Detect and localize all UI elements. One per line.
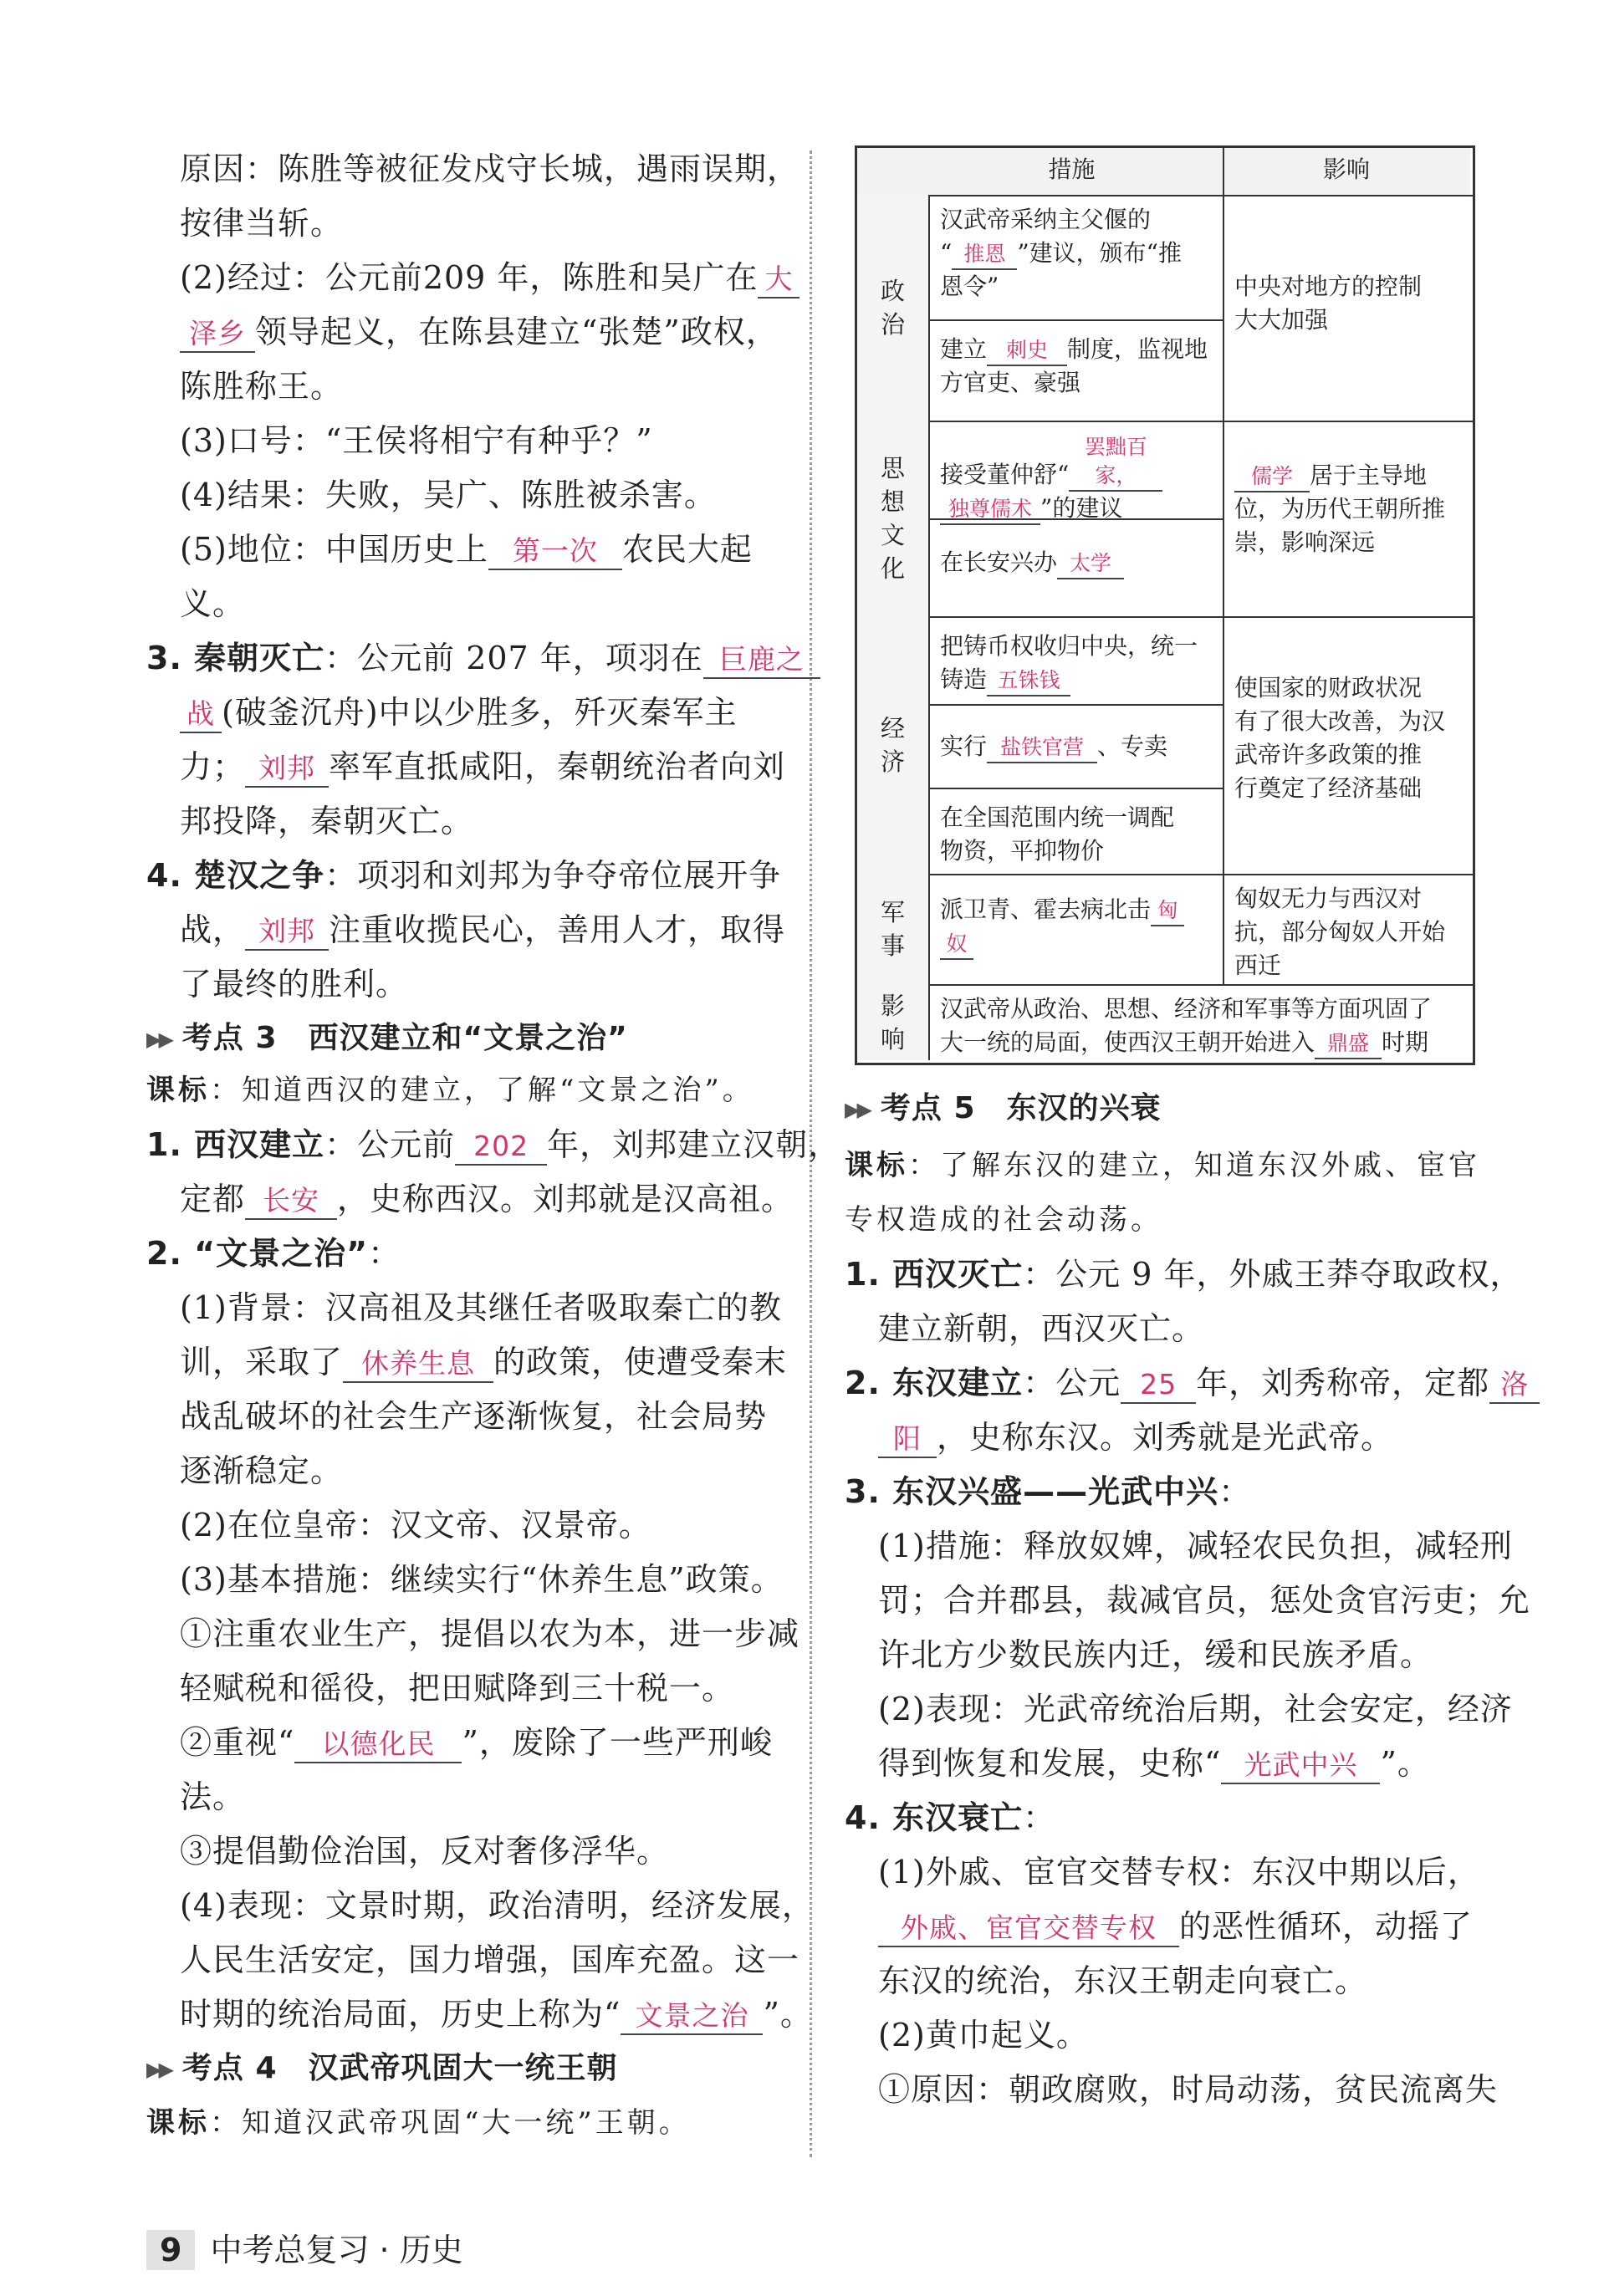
measure-salt-iron: 实行 盐铁官营 、专卖	[928, 725, 1223, 783]
answer-blank: 202	[455, 1129, 547, 1166]
text-line: (1)背景：汉高祖及其继任者吸取秦亡的教	[180, 1289, 782, 1326]
point-label: 3. 秦朝灭亡	[146, 640, 325, 676]
table-header-effects: 影响	[1223, 148, 1470, 195]
answer-blank: 休养生息	[343, 1346, 493, 1383]
text-line: 时期的统治局面，历史上称为“ 文景之治 ”。	[180, 1994, 813, 2035]
text-line: 4. 楚汉之争：项羽和刘邦为争夺帝位展开争	[146, 857, 782, 894]
double-arrow-icon: ▶▶	[146, 1028, 171, 1051]
answer-blank: 以德化民	[294, 1727, 462, 1763]
text-line: (2)在位皇帝：汉文帝、汉景帝。	[180, 1507, 651, 1543]
text-line: 1. 西汉灭亡：公元 9 年，外戚王莽夺取政权，	[845, 1256, 1523, 1293]
measure-confucianism: 接受董仲舒“罢黜百家， 独尊儒术 ”的建议	[928, 428, 1223, 518]
text-line: 2. “文景之治”：	[146, 1235, 401, 1272]
text-line: 泽乡 领导起义，在陈县建立“张楚”政权，	[180, 312, 779, 353]
measure-price-control: 在全国范围内统一调配 物资，平抑物价	[940, 804, 1175, 865]
text-line: (2)黄巾起义。	[878, 2017, 1089, 2054]
text-line: ①注重农业生产，提倡以农为本，进一步减	[180, 1615, 800, 1652]
text-line: 东汉的统治，东汉王朝走向衰亡。	[878, 1962, 1368, 1999]
row-label-politics: 政治	[857, 195, 928, 421]
row-label-thought: 思想 文化	[857, 421, 928, 616]
text-line: 阳 ，史称东汉。刘秀就是光武帝。	[878, 1417, 1393, 1458]
text-line: ②重视“ 以德化民 ”，废除了一些严刑峻	[180, 1722, 773, 1763]
curriculum-standard: 课标：了解东汉的建立，知道东汉外戚、宦官	[845, 1149, 1480, 1182]
row-label-influence: 影响	[857, 984, 928, 1060]
page-number: 9	[146, 2230, 195, 2270]
point-label: 4. 楚汉之争	[146, 857, 325, 894]
answer-blank: 25	[1121, 1367, 1196, 1404]
text-line: (3)口号：“王侯将相宁有种乎？”	[180, 422, 653, 459]
text-line: (1)外戚、宦官交替专权：东汉中期以后，	[878, 1854, 1480, 1890]
text-line: (2)表现：光武帝统治后期，社会安定，经济	[878, 1691, 1513, 1727]
measure-wuzhu-coin: 把铸币权收归中央，统一 铸造 五铢钱	[928, 625, 1223, 704]
double-arrow-icon: ▶▶	[146, 2058, 171, 2081]
point-label: 1. 西汉建立	[146, 1126, 325, 1163]
answer-blank: 泽乡	[180, 316, 255, 353]
answer-blank: 第一次	[488, 533, 622, 570]
text-line: 3. 秦朝灭亡：公元前 207 年，项羽在 巨鹿之	[146, 638, 820, 679]
table-header-measures: 措施	[857, 148, 1223, 195]
text-line: 陈胜称王。	[180, 368, 344, 405]
han-wudi-measures-table	[855, 145, 1475, 1065]
point-label: 1. 西汉灭亡	[845, 1256, 1024, 1293]
text-line: 战乱破坏的社会生产逐渐恢复，社会局势	[180, 1398, 768, 1435]
influence-summary: 汉武帝从政治、思想、经济和军事等方面巩固了 大一统的局面，使西汉王朝开始进入 鼎盛 时期	[928, 987, 1472, 1059]
text-line: 3. 东汉兴盛——光武中兴：	[845, 1473, 1252, 1510]
curriculum-standard: 课标：知道汉武帝巩固“大一统”王朝。	[146, 2106, 691, 2140]
text-line: (2)经过：公元前209 年，陈胜和吴广在 大	[180, 258, 799, 298]
measure-taixue: 在长安兴办 太学	[928, 541, 1223, 608]
effect-thought: 儒学 居于主导地 位，为历代王朝所推 崇，影响深远	[1234, 462, 1446, 556]
text-line: (4)表现：文景时期，政治清明，经济发展，	[180, 1887, 815, 1924]
text-line: 罚；合并郡县，裁减官员，惩处贪官污吏；允	[878, 1582, 1531, 1619]
row-label-military: 军事	[857, 874, 928, 984]
point-label: 2. “文景之治”	[146, 1235, 369, 1272]
measure-tuien: 汉武帝采纳主父偃的 “ 推恩 ”建议，颁布“推 恩令”	[940, 206, 1182, 300]
text-line: 建立新朝，西汉灭亡。	[878, 1310, 1205, 1347]
text-line: 得到恢复和发展，史称“ 光武中兴 ”。	[878, 1743, 1430, 1784]
text-line: 外戚、宦官交替专权 的恶性循环，动摇了	[878, 1906, 1473, 1947]
text-line: 训，采取了 休养生息 的政策，使遭受秦末	[180, 1342, 787, 1383]
text-line: 法。	[180, 1778, 246, 1815]
section-heading-3: ▶▶ 考点 3 西汉建立和“文景之治”	[146, 1018, 628, 1059]
text-line: 1. 西汉建立：公元前 202 年，刘邦建立汉朝，	[146, 1125, 840, 1166]
answer-blank: 刘邦	[245, 914, 329, 951]
point-label: 4. 东汉衰亡	[845, 1799, 1024, 1836]
answer-blank: 巨鹿之	[703, 642, 820, 679]
section-heading-5: ▶▶ 考点 5 东汉的兴衰	[845, 1089, 1162, 1130]
text-line: 逐渐稳定。	[180, 1452, 344, 1489]
row-label-economy: 经济	[857, 616, 928, 874]
text-line: 了最终的胜利。	[180, 966, 409, 1003]
answer-blank: 阳	[878, 1421, 937, 1458]
text-line: ③提倡勤俭治国，反对奢侈浮华。	[180, 1833, 670, 1870]
text-line: 2. 东汉建立：公元 25 年，刘秀称帝，定都 洛	[845, 1363, 1540, 1404]
text-line: (5)地位：中国历史上 第一次 农民大起	[180, 529, 753, 570]
answer-blank: 大	[758, 262, 799, 298]
measure-xiongnu: 派卫青、霍去病北击 匈 奴	[928, 888, 1223, 980]
text-line: 4. 东汉衰亡：	[845, 1799, 1056, 1836]
text-line: 邦投降，秦朝灭亡。	[180, 803, 474, 839]
text-line: (4)结果：失败，吴广、陈胜被杀害。	[180, 477, 717, 513]
curriculum-standard-cont: 专权造成的社会动荡。	[845, 1203, 1162, 1237]
text-line: 义。	[180, 585, 246, 622]
answer-blank: 外戚、宦官交替专权	[878, 1911, 1179, 1947]
effect-politics: 中央对地方的控制 大大加强	[1234, 273, 1423, 334]
point-label: 3. 东汉兴盛——光武中兴	[845, 1473, 1219, 1510]
curriculum-standard: 课标：知道西汉的建立，了解“文景之治”。	[146, 1074, 754, 1107]
text-line: (3)基本措施：继续实行“休养生息”政策。	[180, 1561, 784, 1598]
point-label: 2. 东汉建立	[845, 1365, 1024, 1401]
answer-blank: 光武中兴	[1221, 1748, 1380, 1784]
section-heading-4: ▶▶ 考点 4 汉武帝巩固大一统王朝	[146, 2049, 618, 2089]
measure-cishi: 建立 刺史 制度，监视地 方官吏、豪强	[940, 335, 1208, 396]
text-line: 轻赋税和徭役，把田赋降到三十税一。	[180, 1670, 735, 1707]
double-arrow-icon: ▶▶	[845, 1098, 869, 1121]
effect-military: 匈奴无力与西汉对 抗，部分匈奴人开始 西迁	[1234, 885, 1446, 979]
answer-blank: 洛	[1489, 1367, 1540, 1404]
text-line: (1)措施：释放奴婢，减轻农民负担，减轻刑	[878, 1528, 1513, 1564]
text-line: 人民生活安定，国力增强，国库充盈。这一	[180, 1941, 800, 1978]
text-line: 战 (破釜沉舟)中以少胜多，歼灭秦军主	[180, 692, 738, 733]
answer-blank: 长安	[245, 1183, 337, 1220]
page-footer	[146, 2224, 463, 2270]
text-line: 定都 长安 ，史称西汉。刘邦就是汉高祖。	[180, 1179, 794, 1220]
text-line: 按律当斩。	[180, 205, 344, 242]
answer-blank: 文景之治	[621, 1998, 763, 2035]
text-line: 许北方少数民族内迁，缓和民族矛盾。	[878, 1636, 1433, 1673]
text-line: 力； 刘邦 率军直抵咸阳，秦朝统治者向刘	[180, 747, 785, 788]
effect-economy: 使国家的财政状况 有了很大改善，为汉 武帝许多政策的推 行奠定了经济基础	[1234, 674, 1446, 802]
answer-blank: 刘邦	[245, 751, 329, 788]
book-title: 中考总复习 · 历史	[210, 2232, 463, 2268]
text-line: ①原因：朝政腐败，时局动荡，贫民流离失	[878, 2071, 1499, 2108]
answer-blank: 战	[180, 696, 222, 733]
text-line: 战， 刘邦 注重收揽民心，善用人才，取得	[180, 910, 785, 951]
text-line: 原因：陈胜等被征发戍守长城，遇雨误期，	[180, 151, 800, 187]
